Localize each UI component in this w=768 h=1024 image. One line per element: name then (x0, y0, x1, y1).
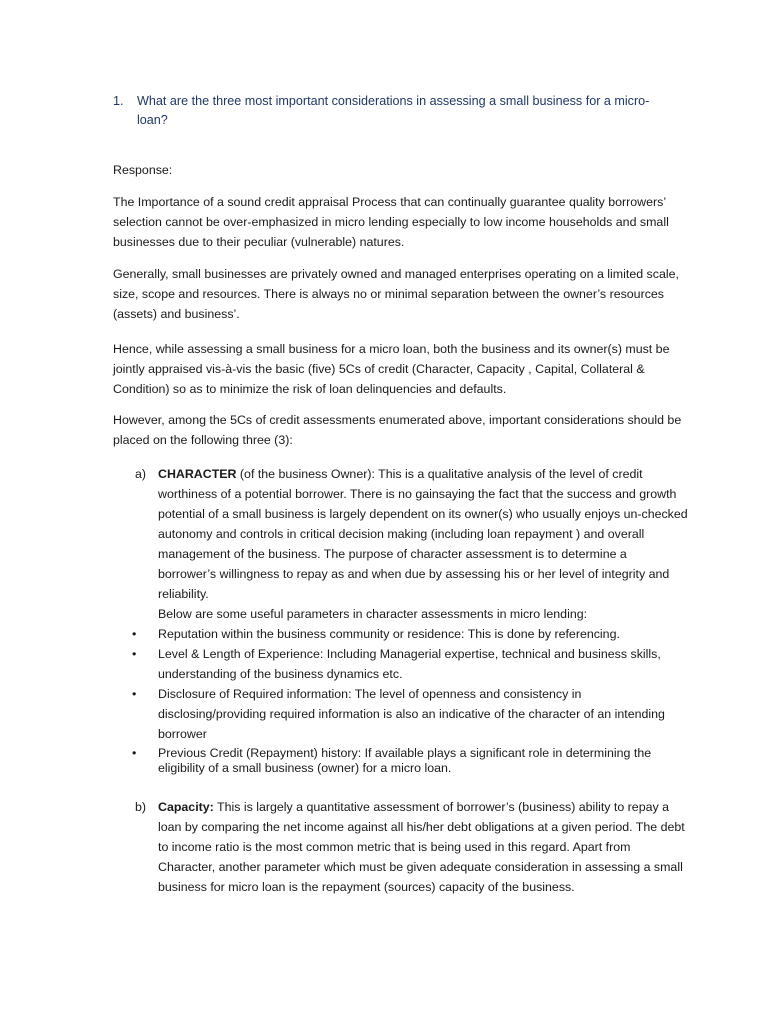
list-item-capacity (113, 797, 688, 897)
paragraph-intro: The Importance of a sound credit appraisal Process that can continually guarantee quality borrowers’ selection cannot be over-emphasized in micro lending especially to low income households and small businesses due to their peculiar (vulnerable) natures. (113, 195, 669, 249)
bullet-item (113, 746, 688, 776)
paragraph-5cs: Hence, while assessing a small business for a micro loan, both the business and its owner(s) must be jointly appraised vis-à-vis the basic (five) 5Cs of credit (Character, Capacity , Capital, Collateral & Condition) so as to minimize the risk of loan delinquencies and defaults. (113, 342, 670, 396)
bullet-item (113, 624, 688, 644)
list-marker: a) (135, 467, 147, 481)
bullet-text: Reputation within the business community or residence: This is done by referencing. (158, 627, 620, 641)
bullet-item (113, 684, 688, 744)
response-label: Response: (113, 163, 173, 177)
character-text: (of the business Owner): This is a qualitative analysis of the level of credit worthiness of a potential borrower. There is no gainsaying the fact that the success and growth potential of a small business is largely dependent on its owner(s) who usually enjoys un-checked autonomy and controls in critical decision making (including loan repayment ) and overall management of the business. The purpose of character assessment is to determine a borrower’s willingness to repay as and when due by assessing his or her level of integrity and reliability. (158, 467, 688, 601)
bullet-text: Disclosure of Required information: The level of openness and consistency in disclosing/providing required information is also an indicative of the character of an intending borrower (158, 687, 665, 741)
bullet-item (113, 644, 688, 684)
question-number: 1. (113, 94, 124, 108)
character-parameters-intro: Below are some useful parameters in character assessments in micro lending: (158, 607, 588, 621)
question-heading (113, 92, 673, 130)
character-heading: CHARACTER (158, 467, 237, 481)
list-marker: b) (135, 800, 147, 814)
bullet-text: Previous Credit (Repayment) history: If available plays a significant role in determining the eligibility of a small business (owner) for a micro loan. (158, 746, 652, 775)
bullet-text: Level & Length of Experience: Including Managerial expertise, technical and business skills, understanding of the business dynamics etc. (158, 647, 661, 681)
paragraph-three-considerations: However, among the 5Cs of credit assessments enumerated above, important considerations should be placed on the following three (3): (113, 413, 682, 447)
bullet-icon: • (132, 647, 137, 661)
bullet-icon: • (132, 687, 137, 701)
list-item-character (113, 464, 688, 776)
paragraph-small-businesses: Generally, small businesses are privately owned and managed enterprises operating on a limited scale, size, scope and resources. There is always no or minimal separation between the owner’s resources (assets) and business’. (113, 267, 679, 321)
character-item (113, 464, 688, 624)
question-text: What are the three most important considerations in assessing a small business for a micro-loan? (137, 94, 650, 127)
bullet-icon: • (132, 627, 137, 641)
bullet-icon: • (132, 746, 137, 760)
capacity-heading: Capacity: (158, 800, 214, 814)
capacity-text: This is largely a quantitative assessment of borrower’s (business) ability to repay a loan by comparing the net income against all his/her debt obligations at a given period. The debt to income ratio is the most common metric that is being used in this regard. Apart from Character, another parameter which must be given adequate consideration in assessing a small business for micro loan is the repayment (sources) capacity of the business. (158, 800, 685, 894)
capacity-item (113, 797, 688, 897)
